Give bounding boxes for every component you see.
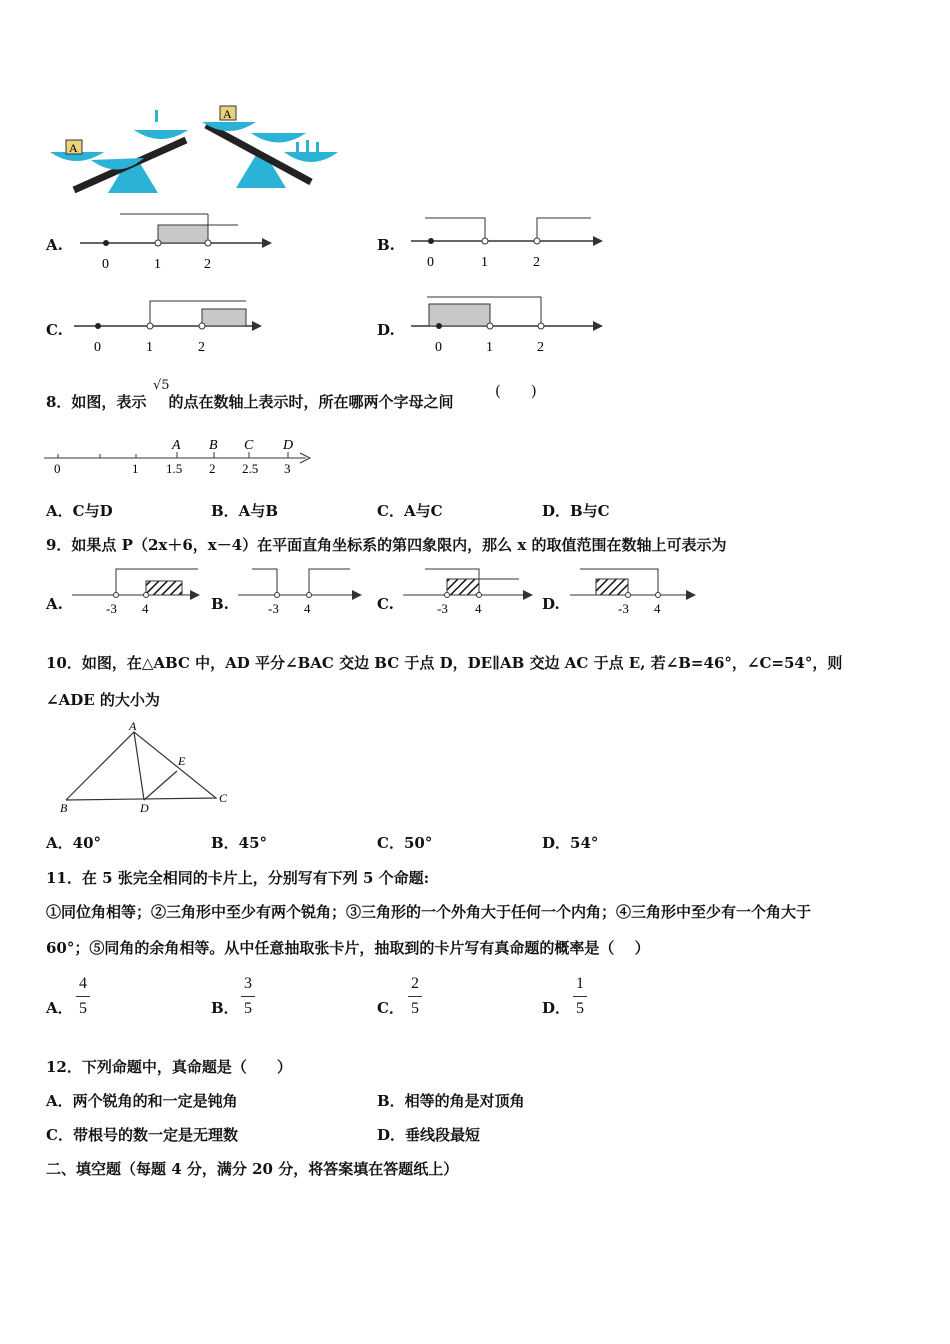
svg-text:A: A (172, 438, 181, 453)
svg-text:4: 4 (304, 601, 311, 616)
q10-stem-line1: 10．如图，在△ABC 中，AD 平分∠BAC 交边 BC 于点 D，DE∥AB 交边 AC 于点 E, 若∠B=46°，∠C=54°，则 (46, 654, 843, 672)
q11-option-c-fraction: 2 5 (406, 973, 424, 1020)
q7-option-b-numberline (405, 210, 610, 275)
svg-text:1: 1 (481, 255, 488, 270)
q11-option-d-label[interactable]: D． (542, 999, 571, 1017)
svg-text:2.5: 2.5 (242, 461, 259, 476)
q9-option-b-numberline (232, 565, 367, 621)
svg-text:A: A (129, 720, 137, 733)
sqrt-five: √5 (153, 378, 170, 393)
q10-option-c[interactable]: C．50° (377, 834, 433, 852)
q8-option-a[interactable]: A．C与D (46, 502, 113, 520)
svg-text:C: C (219, 791, 228, 805)
svg-text:3: 3 (284, 461, 291, 476)
svg-text:C: C (244, 438, 254, 453)
q11-stem-line1: 11．在 5 张完全相同的卡片上，分别写有下列 5 个命题: (46, 869, 430, 887)
q9-option-b-label[interactable]: B. (211, 595, 229, 613)
q12-option-b[interactable]: B．相等的角是对顶角 (377, 1092, 525, 1110)
q11-option-d-fraction: 1 5 (571, 973, 589, 1020)
q11-option-a-fraction: 4 5 (74, 973, 92, 1020)
svg-text:4: 4 (654, 601, 661, 616)
svg-text:0: 0 (94, 340, 101, 355)
q8-stem: 8．如图，表示 的点在数轴上表示时，所在哪两个字母之间 (46, 393, 454, 411)
q9-option-a-label[interactable]: A. (46, 595, 63, 613)
svg-text:0: 0 (435, 340, 442, 355)
q11-stem-line3: 60°；⑤同角的余角相等。从中任意抽取张卡片，抽取到的卡片写有真命题的概率是（ ） (46, 939, 650, 957)
svg-text:D: D (283, 438, 294, 453)
q10-option-a[interactable]: A．40° (46, 834, 102, 852)
q7-option-a-label[interactable]: A. (46, 236, 63, 254)
q8-numberline (44, 435, 319, 480)
svg-text:-3: -3 (618, 601, 629, 616)
balance-scales-figure (46, 100, 346, 195)
svg-text:0: 0 (102, 257, 109, 272)
q7-option-a-numberline (74, 210, 274, 275)
q7-option-c-numberline (74, 295, 274, 360)
triangle-abc-figure (56, 720, 236, 815)
q10-option-b[interactable]: B．45° (211, 834, 268, 852)
svg-text:1: 1 (154, 257, 161, 272)
svg-text:2: 2 (204, 257, 211, 272)
q9-stem: 9．如果点 P（2x＋6，x－4）在平面直角坐标系的第四象限内，那么 x 的取值范围在数轴上可表示为 (46, 536, 727, 554)
svg-text:1: 1 (132, 461, 139, 476)
q7-option-d-numberline (405, 293, 610, 358)
weight-label: A (69, 141, 78, 155)
q8-option-c[interactable]: C．A与C (377, 502, 443, 520)
svg-text:B: B (209, 438, 218, 453)
q11-option-a-label[interactable]: A． (46, 999, 73, 1017)
svg-text:1.5: 1.5 (166, 461, 183, 476)
svg-text:-3: -3 (268, 601, 279, 616)
svg-text:2: 2 (198, 340, 205, 355)
q12-option-c[interactable]: C．带根号的数一定是无理数 (46, 1126, 238, 1144)
q7-option-b-label[interactable]: B. (377, 236, 395, 254)
q9-option-a-numberline (72, 565, 207, 621)
svg-text:-3: -3 (437, 601, 448, 616)
svg-text:0: 0 (54, 461, 61, 476)
svg-text:D: D (140, 801, 149, 815)
svg-text:1: 1 (146, 340, 153, 355)
svg-text:-3: -3 (106, 601, 117, 616)
q11-stem-line2: ①同位角相等；②三角形中至少有两个锐角；③三角形的一个外角大于任何一个内角；④三角形中至少有一个角大于 (46, 903, 812, 921)
q8-option-d[interactable]: D．B与C (542, 502, 610, 520)
svg-text:2: 2 (537, 340, 544, 355)
q11-option-b-label[interactable]: B． (211, 999, 239, 1017)
q12-stem: 12．下列命题中，真命题是（ ） (46, 1058, 292, 1076)
q12-option-d[interactable]: D．垂线段最短 (377, 1126, 481, 1144)
q9-option-d-label[interactable]: D. (542, 595, 560, 613)
svg-text:2: 2 (209, 461, 216, 476)
q10-stem-line2: ∠ADE 的大小为 (46, 691, 160, 709)
q8-answer-paren: ( ) (495, 382, 537, 400)
q12-option-a[interactable]: A．两个锐角的和一定是钝角 (46, 1092, 238, 1110)
q7-option-c-label[interactable]: C. (46, 321, 63, 339)
q9-option-c-label[interactable]: C. (377, 595, 394, 613)
q11-option-b-fraction: 3 5 (239, 973, 257, 1020)
svg-text:4: 4 (142, 601, 149, 616)
svg-text:0: 0 (427, 255, 434, 270)
svg-text:1: 1 (486, 340, 493, 355)
svg-text:2: 2 (533, 255, 540, 270)
weight-label: A (223, 107, 232, 121)
q9-option-c-numberline (403, 565, 538, 621)
svg-text:B: B (60, 801, 68, 815)
svg-text:E: E (178, 754, 186, 768)
svg-text:4: 4 (475, 601, 482, 616)
q8-option-b[interactable]: B．A与B (211, 502, 278, 520)
q9-option-d-numberline (570, 565, 705, 621)
section-2-heading: 二、填空题（每题 4 分，满分 20 分，将答案填在答题纸上） (46, 1160, 459, 1178)
q10-option-d[interactable]: D．54° (542, 834, 599, 852)
q7-option-d-label[interactable]: D. (377, 321, 395, 339)
q11-option-c-label[interactable]: C． (377, 999, 404, 1017)
